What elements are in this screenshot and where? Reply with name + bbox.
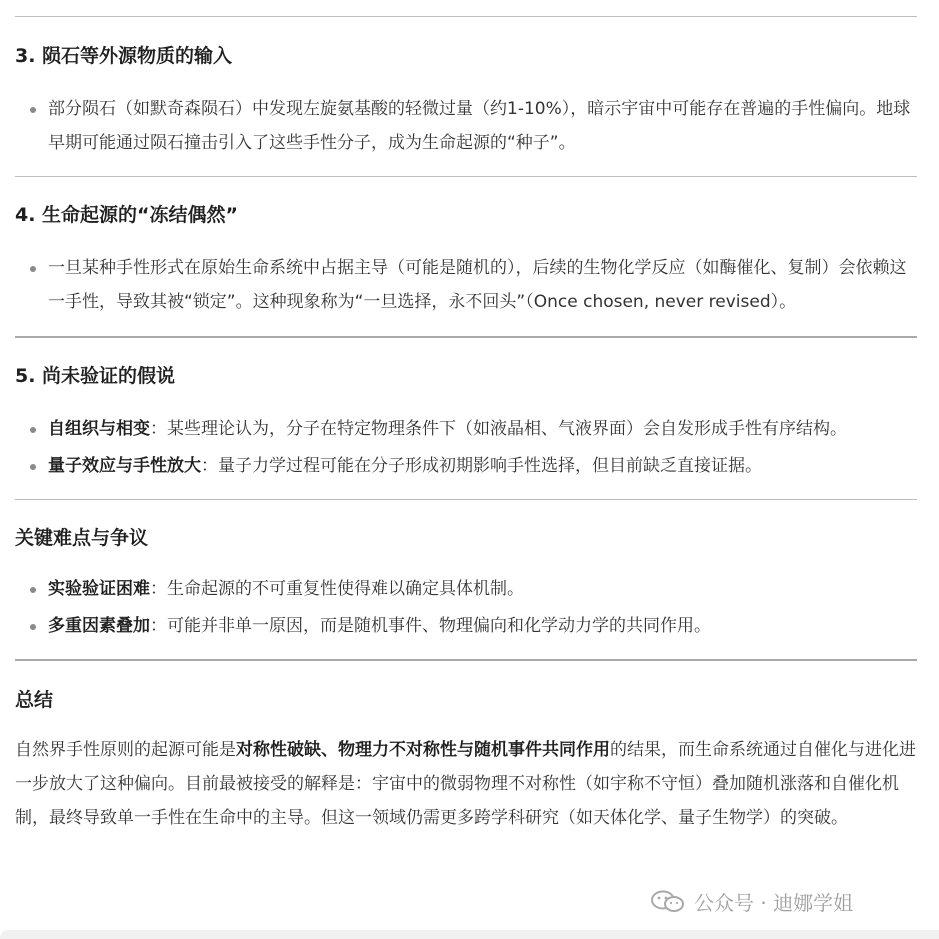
section-heading-summary: 总结	[15, 689, 54, 711]
section-heading-meteorites: 3. 陨石等外源物质的输入	[15, 45, 233, 67]
section-heading-key-difficulties: 关键难点与争议	[15, 527, 149, 549]
term-label: 多重因素叠加	[48, 616, 150, 636]
summary-paragraph	[15, 733, 920, 835]
watermark	[650, 886, 853, 916]
bullet-list	[15, 572, 917, 643]
term-description: ：某些理论认为，分子在特定物理条件下（如液晶相、气液界面）会自发形成手性有序结构。	[150, 419, 847, 439]
wechat-icon	[650, 890, 686, 912]
list-item: 部分陨石（如默奇森陨石）中发现左旋氨基酸的轻微过量（约1-10%），暗示宇宙中可能存在普遍的手性偏向。地球早期可能通过陨石撞击引入了这些手性分子，成为生命起源的“种子”。	[48, 92, 917, 160]
summary-text: 的结果，而生命系统通过自催化与进化进一步放大了这种偏向。目前最被接受的解释是：宇宙中的微弱物理不对称性（如宇称不守恒）叠加随机涨落和自催化机制，最终导致单一手性在生命中的主导。但这一领域仍需更多跨学科研究（如天体化学、量子生物学）的突破。	[15, 740, 916, 828]
divider	[15, 336, 917, 338]
watermark-text: 公众号 · 迪娜学姐	[694, 890, 854, 915]
bullet-list	[15, 92, 917, 160]
term-label: 量子效应与手性放大	[48, 456, 201, 476]
term-label: 实验验证困难	[48, 579, 150, 599]
list-item	[48, 609, 917, 643]
divider	[15, 176, 917, 177]
summary-text: 自然界手性原则的起源可能是	[15, 740, 236, 760]
bottom-panel-edge	[0, 930, 939, 939]
list-item	[48, 572, 917, 606]
summary-emphasis: 对称性破缺、物理力不对称性与随机事件共同作用	[236, 740, 610, 760]
divider	[15, 499, 917, 500]
divider	[15, 16, 917, 17]
bullet-list	[15, 251, 917, 319]
section-heading-frozen-accident: 4. 生命起源的“冻结偶然”	[15, 204, 239, 226]
term-description: ：生命起源的不可重复性使得难以确定具体机制。	[150, 579, 524, 599]
term-description: ：量子力学过程可能在分子形成初期影响手性选择，但目前缺乏直接证据。	[201, 456, 762, 476]
term-description: ：可能并非单一原因，而是随机事件、物理偏向和化学动力学的共同作用。	[150, 616, 711, 636]
section-heading-unverified-hypotheses: 5. 尚未验证的假说	[15, 365, 176, 387]
list-item	[48, 412, 917, 446]
bullet-list	[15, 412, 917, 483]
article-content	[15, 0, 917, 835]
divider	[15, 659, 917, 661]
list-item: 一旦某种手性形式在原始生命系统中占据主导（可能是随机的），后续的生物化学反应（如酶催化、复制）会依赖这一手性，导致其被“锁定”。这种现象称为“一旦选择，永不回头”（Once chosen, never revised）。	[48, 251, 917, 319]
list-item	[48, 449, 917, 483]
term-label: 自组织与相变	[48, 419, 150, 439]
